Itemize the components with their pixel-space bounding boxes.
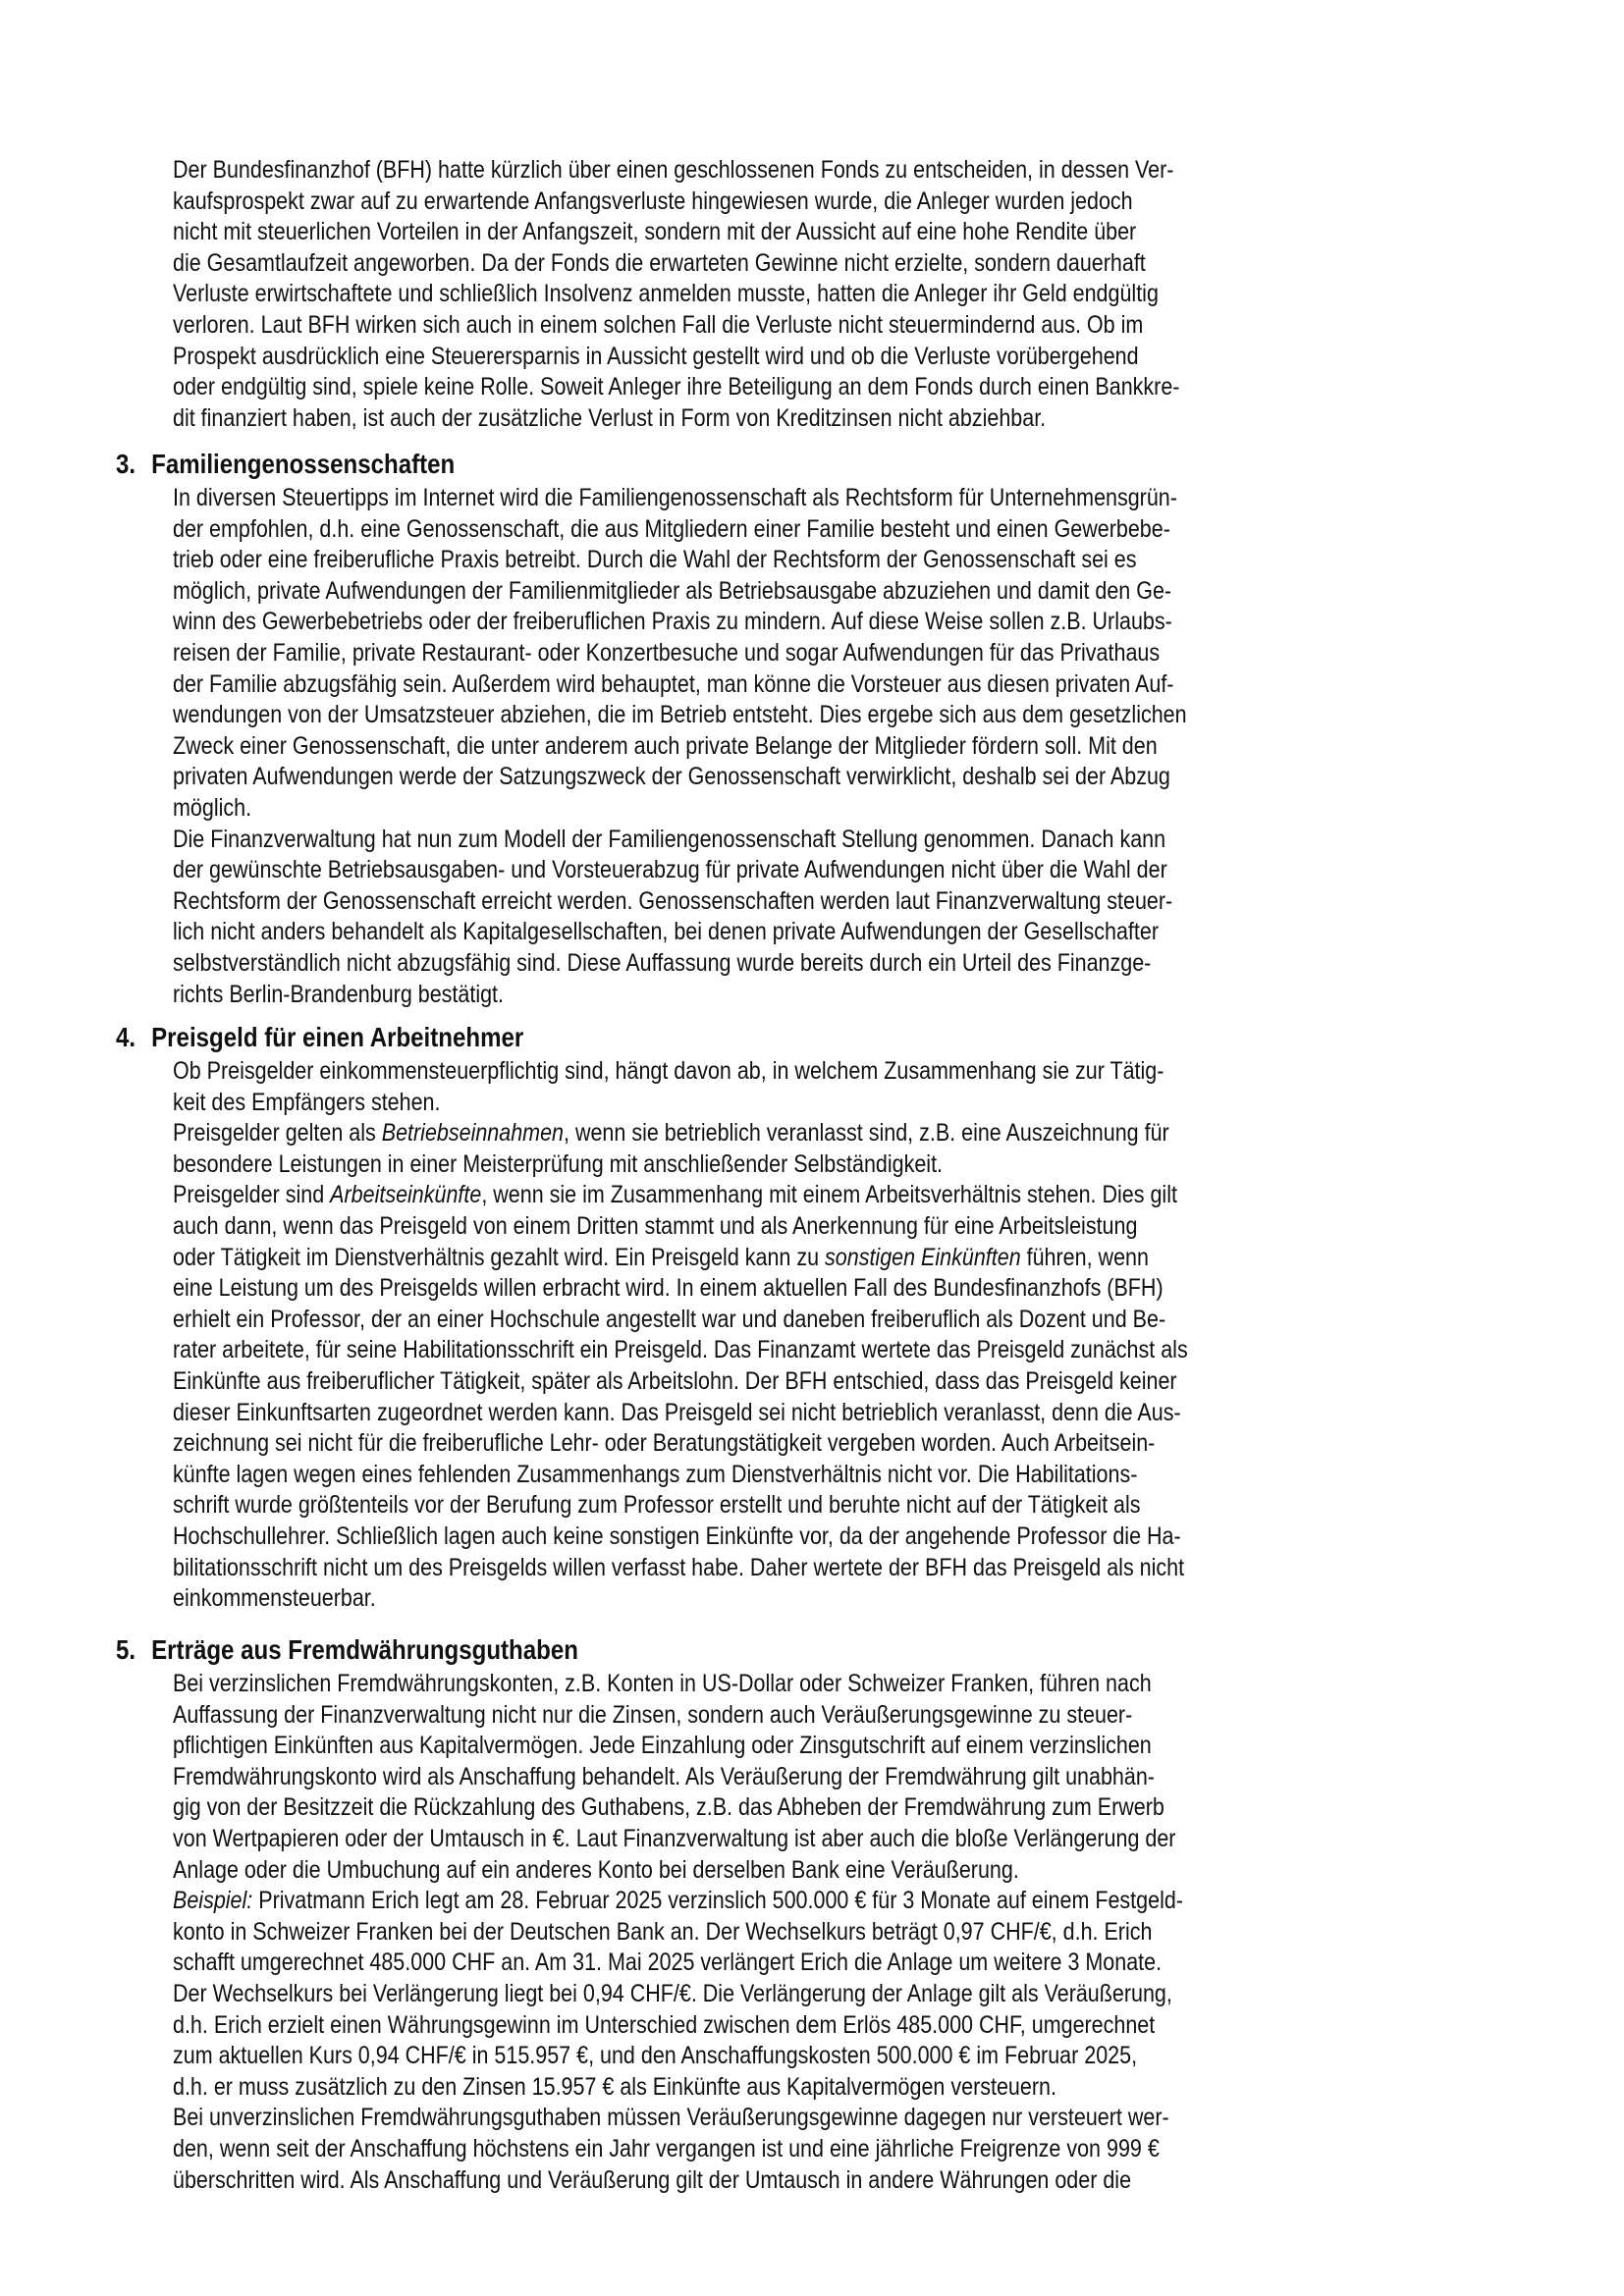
text-line [173, 1118, 1169, 1148]
text-line: schafft umgerechnet 485.000 CHF an. Am 31. Mai 2025 verlängert Erich die Anlage um weitere 3 Monate. [173, 1949, 1163, 1977]
text-line: gig von der Besitzzeit die Rückzahlung des Guthabens, z.B. das Abheben der Fremdwährung zum Erwerb [173, 1793, 1164, 1822]
section-title: Preisgeld für einen Arbeitnehmer [151, 1022, 524, 1052]
text-run: Preisgelder gelten als [173, 1119, 382, 1148]
section-heading [116, 1021, 523, 1054]
text-line: besondere Leistungen in einer Meisterprüfung mit anschließender Selbständigkeit. [173, 1149, 944, 1178]
text-line: dit finanziert haben, ist auch der zusätzliche Verlust in Form von Kreditzinsen nicht abziehbar. [173, 403, 1047, 432]
text-line: Zweck einer Genossenschaft, die unter anderem auch private Belange der Mitglieder fördern soll. Mit den [173, 731, 1158, 760]
text-line: Ob Preisgelder einkommensteuerpflichtig sind, hängt davon ab, in welchem Zusammenhang sie zur Tätig- [173, 1057, 1164, 1085]
emphasis-text: Betriebseinnahmen [381, 1119, 565, 1148]
text-line: privaten Aufwendungen werde der Satzungszweck der Genossenschaft verwirklicht, deshalb sei der Abzug [173, 763, 1170, 791]
text-line: die Gesamtlaufzeit angeworben. Da der Fonds die erwarteten Gewinne nicht erzielte, sondern dauerhaft [173, 248, 1146, 277]
text-line: reisen der Familie, private Restaurant- oder Konzertbesuche und sogar Aufwendungen für das Privathaus [173, 639, 1161, 667]
text-line: eine Leistung um des Preisgelds willen erbracht wird. In einem aktuellen Fall des Bundesfinanzhofs (BFH) [173, 1274, 1164, 1303]
text-line: bilitationsschrift nicht um des Preisgelds willen verfasst habe. Daher wertete der BFH das Preisgeld als nicht [173, 1553, 1185, 1581]
text-line: Einkünfte aus freiberuflicher Tätigkeit, später als Arbeitslohn. Der BFH entschied, dass das Preisgeld keiner [173, 1367, 1177, 1395]
emphasis-text: Beispiel: [173, 1887, 253, 1915]
emphasis-text: sonstigen Einkünften [825, 1243, 1021, 1271]
emphasis-text: Arbeitseinkünfte [330, 1181, 482, 1209]
section-title: Familiengenossenschaften [151, 449, 456, 479]
text-line: möglich. [173, 794, 252, 822]
text-line: Verluste erwirtschaftete und schließlich Insolvenz anmelden musste, hatten die Anleger ihr Geld endgültig [173, 280, 1159, 308]
section-heading [116, 448, 455, 481]
text-line: überschritten wird. Als Anschaffung und Veräußerung gilt der Umtausch in andere Währungen oder die [173, 2165, 1132, 2194]
text-line: nicht mit steuerlichen Vorteilen in der Anfangszeit, sondern mit der Aussicht auf eine hohe Rendite über [173, 218, 1137, 246]
text-line: von Wertpapieren oder der Umtausch in €. Laut Finanzverwaltung ist aber auch die bloße Verlängerung der [173, 1825, 1176, 1852]
text-line: schrift wurde größtenteils vor der Berufung zum Professor erstellt und beruhte nicht auf der Tätigkeit als [173, 1491, 1141, 1520]
text-line: kaufsprospekt zwar auf zu erwartende Anfangsverluste hingewiesen wurde, die Anleger wurden jedoch [173, 187, 1133, 215]
text-line: trieb oder eine freiberufliche Praxis betreibt. Durch die Wahl der Rechtsform der Genossenschaft sei es [173, 546, 1137, 574]
text-run: führen, wenn [1020, 1243, 1149, 1271]
text-line: den, wenn seit der Anschaffung höchstens ein Jahr vergangen ist und eine jährliche Freigrenze von 999 € [173, 2135, 1160, 2163]
section-title: Erträge aus Fremdwährungsguthaben [151, 1634, 578, 1665]
text-run: , wenn sie im Zusammenhang mit einem Arbeitsverhältnis stehen. Dies gilt [481, 1181, 1177, 1209]
text-line: der Familie abzugsfähig sein. Außerdem wird behauptet, man könne die Vorsteuer aus diesen privaten Auf- [173, 669, 1174, 698]
text-line: winn des Gewerbebetriebs oder der freiberuflichen Praxis zu mindern. Auf diese Weise sollen z.B. Urlaubs- [173, 608, 1172, 636]
text-line: auch dann, wenn das Preisgeld von einem Dritten stammt und als Anerkennung für eine Arbeitsleistung [173, 1212, 1138, 1240]
section-number: 4. [116, 1022, 136, 1052]
text-line: erhielt ein Professor, der an einer Hochschule angestellt war und daneben freiberuflich als Dozent und Be- [173, 1305, 1166, 1333]
text-line: keit des Empfängers stehen. [173, 1088, 441, 1116]
text-line: zum aktuellen Kurs 0,94 CHF/€ in 515.957 €, und den Anschaffungskosten 500.000 € im Februar 2025, [173, 2042, 1138, 2070]
text-line: richts Berlin-Brandenburg bestätigt. [173, 980, 505, 1008]
text-line: Der Bundesfinanzhof (BFH) hatte kürzlich über einen geschlossenen Fonds zu entscheiden, in dessen Ver- [173, 156, 1174, 184]
text-line: Anlage oder die Umbuchung auf ein anderes Konto bei derselben Bank eine Veräußerung. [173, 1855, 1019, 1884]
text-line: Bei unverzinslichen Fremdwährungsguthaben müssen Veräußerungsgewinne dagegen nur versteuert wer- [173, 2104, 1169, 2132]
text-line: wendungen von der Umsatzsteuer abziehen, die im Betrieb entsteht. Dies ergebe sich aus dem gesetzlichen [173, 701, 1187, 729]
text-line [173, 1243, 1149, 1273]
text-line: verloren. Laut BFH wirken sich auch in einem solchen Fall die Verluste nicht steuermindernd aus. Ob im [173, 311, 1144, 339]
text-line [173, 1886, 1183, 1916]
text-line: Der Wechselkurs bei Verlängerung liegt bei 0,94 CHF/€. Die Verlängerung der Anlage gilt als Veräußerung, [173, 1980, 1172, 2007]
text-run: , wenn sie betrieblich veranlasst sind, z.B. eine Auszeichnung für [564, 1119, 1169, 1148]
text-line: konto in Schweizer Franken bei der Deutschen Bank an. Der Wechselkurs beträgt 0,97 CHF/€, d.h. Erich [173, 1917, 1153, 1946]
section-number: 3. [116, 449, 136, 479]
text-line: oder endgültig sind, spiele keine Rolle. Soweit Anleger ihre Beteiligung an dem Fonds durch einen Bankkre- [173, 373, 1180, 401]
text-line: einkommensteuerbar. [173, 1584, 376, 1613]
text-line: Bei verzinslichen Fremdwährungskonten, z.B. Konten in US-Dollar oder Schweizer Franken, führen nach [173, 1670, 1152, 1697]
text-line: Auffassung der Finanzverwaltung nicht nur die Zinsen, sondern auch Veräußerungsgewinne zu steuer- [173, 1700, 1133, 1729]
text-line: rater arbeitete, für seine Habilitationsschrift ein Preisgeld. Das Finanzamt wertete das Preisgeld zunächst als [173, 1336, 1188, 1364]
section-heading [116, 1633, 578, 1667]
text-line: Die Finanzverwaltung hat nun zum Modell der Familiengenossenschaft Stellung genommen. Danach kann [173, 825, 1166, 853]
text-line: In diversen Steuertipps im Internet wird die Familiengenossenschaft als Rechtsform für Unternehmensgrün- [173, 484, 1177, 511]
text-line: d.h. er muss zusätzlich zu den Zinsen 15.957 € als Einkünfte aus Kapitalvermögen versteuern. [173, 2072, 1056, 2101]
text-line: der gewünschte Betriebsausgaben- und Vorsteuerabzug für private Aufwendungen nicht über die Wahl der [173, 856, 1167, 884]
text-line: pflichtigen Einkünften aus Kapitalvermögen. Jede Einzahlung oder Zinsgutschrift auf einem verzinslichen [173, 1732, 1152, 1760]
section-number: 5. [116, 1634, 136, 1665]
text-line: zeichnung sei nicht für die freiberufliche Lehr- oder Beratungstätigkeit vergeben worden. Auch Arbeitsein- [173, 1429, 1156, 1458]
text-line: Rechtsform der Genossenschaft erreicht werden. Genossenschaften werden laut Finanzverwaltung steuer- [173, 886, 1173, 915]
text-run: Privatmann Erich legt am 28. Februar 2025 verzinslich 500.000 € für 3 Monate auf einem Festgeld- [252, 1887, 1183, 1915]
text-line: dieser Einkunftsarten zugeordnet werden kann. Das Preisgeld sei nicht betrieblich veranlasst, denn die Aus- [173, 1398, 1181, 1426]
text-run: Preisgelder sind [173, 1181, 331, 1209]
text-line: d.h. Erich erzielt einen Währungsgewinn im Unterschied zwischen dem Erlös 485.000 CHF, umgerechnet [173, 2010, 1156, 2039]
text-line: lich nicht anders behandelt als Kapitalgesellschaften, bei denen private Aufwendungen der Gesellschafter [173, 918, 1159, 946]
text-line: Fremdwährungskonto wird als Anschaffung behandelt. Als Veräußerung der Fremdwährung gilt unabhän- [173, 1762, 1155, 1790]
text-line: möglich, private Aufwendungen der Familienmitglieder als Betriebsausgabe abzuziehen und damit den Ge- [173, 576, 1172, 605]
text-line [173, 1180, 1177, 1210]
text-line: Prospekt ausdrücklich eine Steuerersparnis in Aussicht gestellt wird und ob die Verluste vorübergehend [173, 342, 1139, 370]
text-line: künfte lagen wegen eines fehlenden Zusammenhangs zum Dienstverhältnis nicht vor. Die Habilitations- [173, 1460, 1138, 1488]
text-run: oder Tätigkeit im Dienstverhältnis gezahlt wird. Ein Preisgeld kann zu [173, 1243, 826, 1271]
text-line: selbstverständlich nicht abzugsfähig sind. Diese Auffassung wurde bereits durch ein Urteil des Finanzge- [173, 949, 1152, 977]
text-line: der empfohlen, d.h. eine Genossenschaft, die aus Mitgliedern einer Familie besteht und einen Gewerbebe- [173, 514, 1170, 543]
text-line: Hochschullehrer. Schließlich lagen auch keine sonstigen Einkünfte vor, da der angehende Professor die Ha- [173, 1522, 1181, 1550]
